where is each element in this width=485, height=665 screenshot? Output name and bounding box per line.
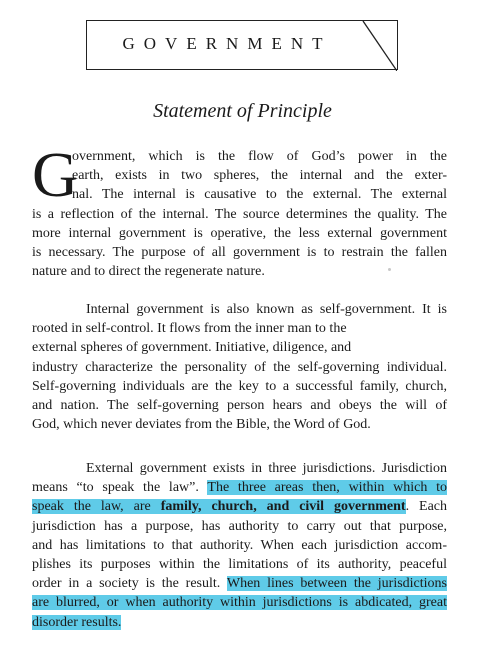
text-line: jurisdiction has a purpose, has authority to carry out that purpose,: [32, 518, 447, 534]
text-line: more internal government is operative, the less external government: [32, 225, 447, 241]
text-line: Internal government is also known as self-government. It is: [86, 302, 447, 317]
speck: [388, 268, 391, 271]
text-line: external spheres of government. Initiative, diligence, and: [32, 340, 352, 356]
text-line: [32, 497, 447, 516]
text-line: [32, 478, 447, 497]
text-line: plishes its purposes within the limitations of its authority, peaceful: [32, 557, 447, 573]
highlighted-text: disorder results.: [32, 614, 122, 630]
text-line: External government exists in three jurisdictions. Jurisdiction: [86, 461, 447, 476]
text-line: [32, 574, 447, 593]
text-line: and has limitations to that authority. When each jurisdiction accom-: [32, 537, 447, 553]
paragraph-2: [32, 300, 447, 434]
highlighted-text: speak the law, are: [32, 499, 161, 515]
paragraph-1: [32, 139, 447, 281]
subtitle: Statement of Principle: [153, 100, 332, 122]
text-line: nature and to direct the regenerate nature.: [32, 264, 265, 280]
text-line: is a reflection of the internal. The source determines the quality. The: [32, 206, 447, 222]
bold-text: family, church, and civil government: [160, 499, 406, 515]
page-title: GOVERNMENT: [122, 34, 332, 53]
text-line: nal. The internal is causative to the external. The external: [72, 187, 447, 203]
highlighted-text: When lines between the jurisdictions: [226, 576, 447, 592]
text-line: is necessary. The purpose of all government is to restrain the fallen: [32, 245, 447, 261]
text-line: [32, 613, 447, 632]
highlighted-text: [161, 499, 406, 514]
text-line: overnment, which is the flow of God’s power in the: [72, 149, 447, 164]
text-segment: means “to speak the law”.: [32, 480, 208, 496]
header-slash-decoration: [357, 21, 397, 71]
text-line: industry characterize the personality of the self-governing individual.: [32, 359, 447, 375]
text-line: God, which never deviates from the Bible, the Word of God.: [32, 417, 371, 433]
paragraph-3: [32, 459, 447, 632]
highlighted-text: are blurred, or when authority within jurisdictions is abdicated, great: [32, 595, 447, 611]
text-line: [32, 593, 447, 612]
text-line: Self-governing individuals are the key to a successful family, church,: [32, 378, 447, 394]
text-segment: order in a society is the result.: [32, 576, 227, 592]
header-box: [86, 20, 398, 70]
text-line: and nation. The self-governing person hears and obeys the will of: [32, 398, 447, 414]
text-segment: . Each: [405, 499, 448, 515]
text-line: rooted in self-control. It flows from the inner man to the: [32, 321, 347, 337]
drop-cap: G: [32, 139, 79, 210]
text-line: earth, exists in two spheres, the internal and the exter-: [72, 168, 447, 184]
highlighted-text: The three areas then, within which to: [207, 480, 448, 496]
